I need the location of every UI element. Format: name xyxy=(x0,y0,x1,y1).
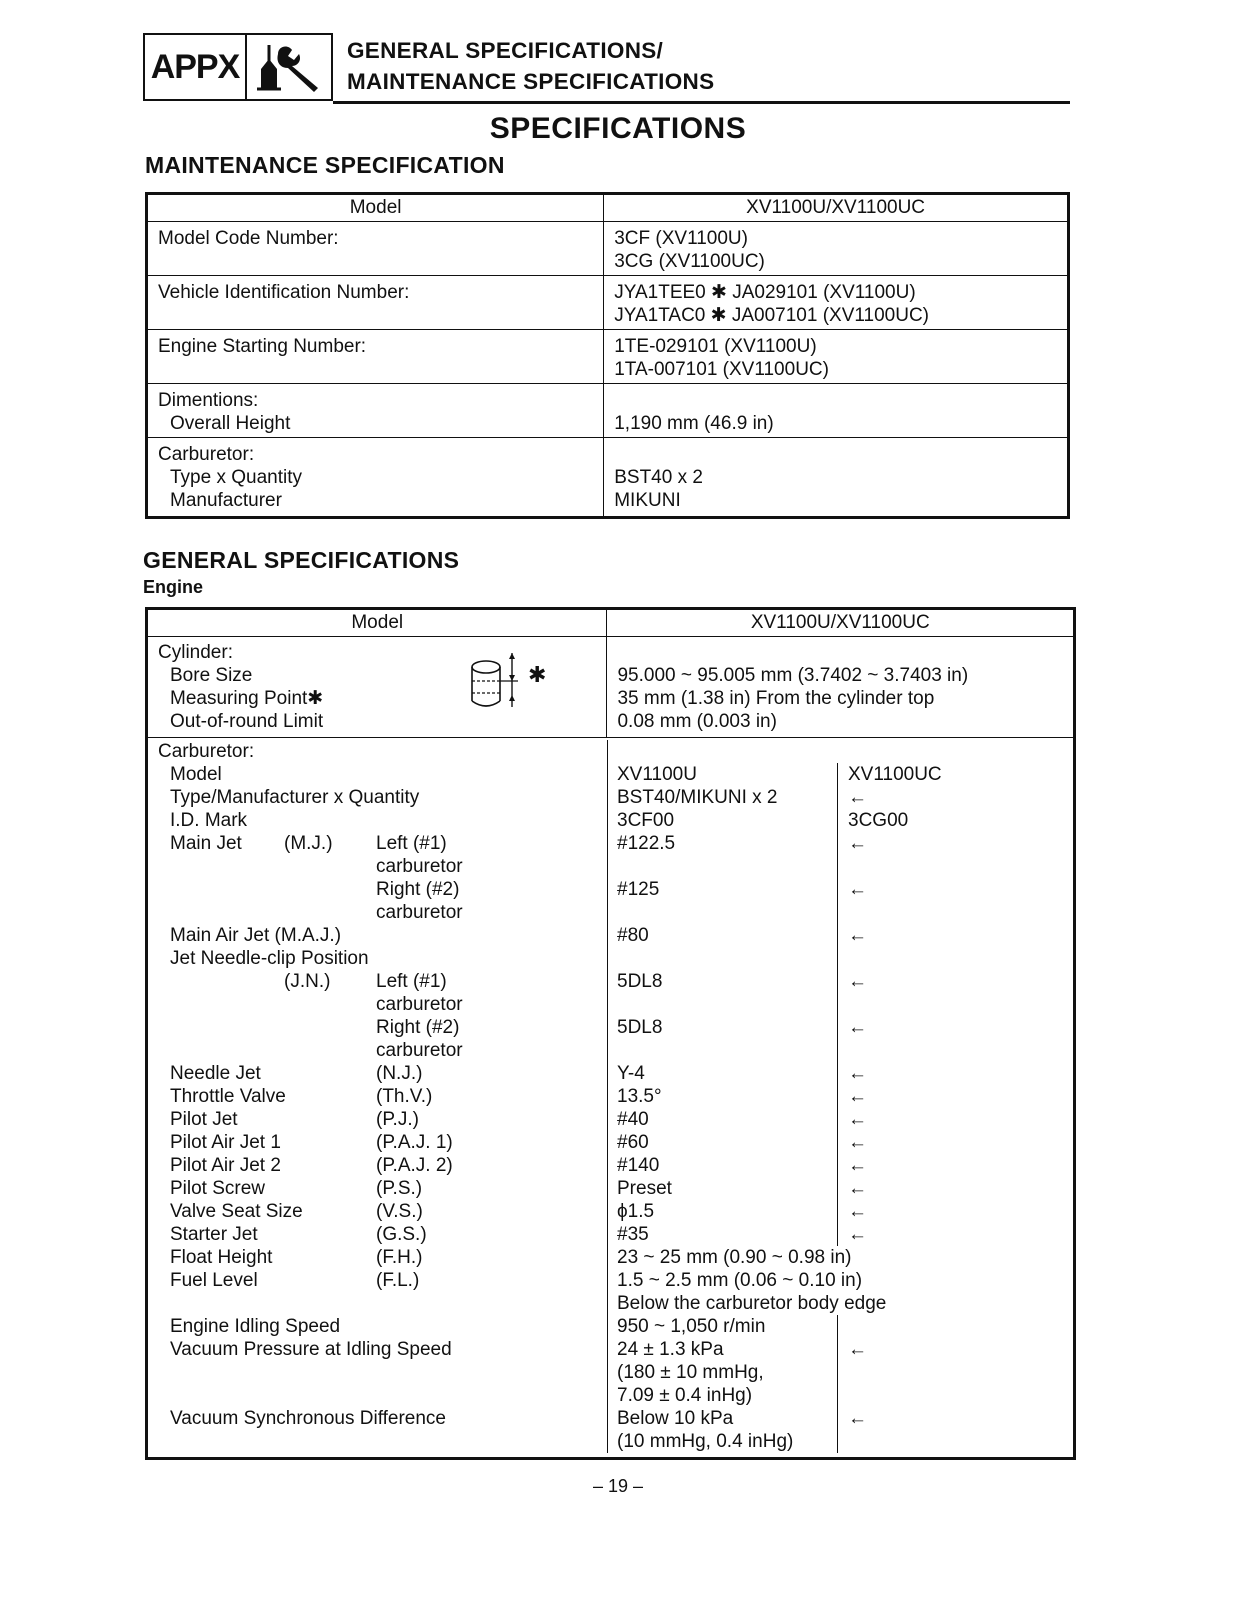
spec-value xyxy=(614,443,1057,466)
carb-sub-label: (P.A.J. 2) xyxy=(376,1155,453,1176)
carb-row xyxy=(148,809,1073,832)
table-row xyxy=(147,637,1075,738)
carb-sub-label: Left (#1) xyxy=(376,833,447,854)
carb-row xyxy=(148,1430,1073,1453)
carb-value-xv1100u: #60 xyxy=(617,1132,649,1153)
carb-value-xv1100u: #122.5 xyxy=(617,833,676,854)
general-table xyxy=(145,607,1076,1460)
spec-label: Carburetor: xyxy=(158,444,255,465)
spec-value: 3CG (XV1100UC) xyxy=(614,251,765,272)
carb-label: Throttle Valve xyxy=(170,1086,286,1107)
carb-value-xv1100u: #125 xyxy=(617,879,660,900)
carb-row xyxy=(148,1062,1073,1085)
spec-label: Overall Height xyxy=(170,413,291,434)
carb-label: Main Air Jet (M.A.J.) xyxy=(170,925,342,946)
carburetor-grid xyxy=(148,740,1073,1453)
engine-subtitle: Engine xyxy=(143,577,204,597)
carb-sub-label: (F.L.) xyxy=(376,1270,420,1291)
carb-value-xv1100u: ϕ1.5 xyxy=(617,1201,655,1222)
carb-row xyxy=(148,1269,1073,1292)
carb-sub-label: Right (#2) xyxy=(376,879,460,900)
carb-label: Vacuum Pressure at Idling Speed xyxy=(170,1339,452,1360)
spec-value: MIKUNI xyxy=(614,490,681,511)
spec-value: 3CF (XV1100U) xyxy=(614,228,748,249)
carb-value-xv1100u: 13.5° xyxy=(617,1086,662,1107)
carb-label: Valve Seat Size xyxy=(170,1201,303,1222)
carb-row xyxy=(148,1108,1073,1131)
carb-value-xv1100uc: ← xyxy=(848,1063,867,1084)
table-row xyxy=(147,330,1069,384)
spec-value: BST40 x 2 xyxy=(614,467,703,488)
carb-value-xv1100u: Below 10 kPa xyxy=(617,1408,734,1429)
table-row xyxy=(147,276,1069,330)
measuring-point-mark: ✱ xyxy=(528,662,547,687)
carb-row xyxy=(148,970,1073,993)
carb-value-xv1100uc: ← xyxy=(848,925,867,946)
table-row xyxy=(147,222,1069,276)
carb-row xyxy=(148,1407,1073,1430)
carb-value-xv1100u: 1.5 ~ 2.5 mm (0.06 ~ 0.10 in) xyxy=(617,1270,863,1291)
model-value-header: XV1100U/XV1100UC xyxy=(607,609,1075,637)
carb-row xyxy=(148,947,1073,970)
carb-sub-label: Right (#2) xyxy=(376,1017,460,1038)
carb-value-xv1100uc: ← xyxy=(848,833,867,854)
spec-label: Out-of-round Limit xyxy=(170,711,324,732)
carb-row xyxy=(148,763,1073,786)
carb-abbrev: (J.N.) xyxy=(284,971,331,992)
carb-sub-label: (N.J.) xyxy=(376,1063,423,1084)
carb-sub-label: (G.S.) xyxy=(376,1224,427,1245)
carb-label: Pilot Air Jet 1 xyxy=(170,1132,281,1153)
carb-sub-label: (V.S.) xyxy=(376,1201,423,1222)
carb-value-xv1100u: 24 ± 1.3 kPa xyxy=(617,1339,724,1360)
carb-value-xv1100uc: ← xyxy=(848,1086,867,1107)
model-value-header: XV1100U/XV1100UC xyxy=(604,194,1069,222)
carb-row xyxy=(148,740,1073,763)
carb-sub-label: (P.A.J. 1) xyxy=(376,1132,453,1153)
carb-label: Float Height xyxy=(170,1247,273,1268)
carb-label: I.D. Mark xyxy=(170,810,248,831)
carb-row xyxy=(148,1154,1073,1177)
carb-value-xv1100u: Below the carburetor body edge xyxy=(617,1293,887,1314)
wrench-icon xyxy=(272,42,328,94)
carb-label: Needle Jet xyxy=(170,1063,261,1084)
carb-value-xv1100u: 7.09 ± 0.4 inHg) xyxy=(617,1385,753,1406)
carb-label: Model xyxy=(170,764,222,785)
table-row xyxy=(147,384,1069,438)
carb-row xyxy=(148,1361,1073,1384)
header-rule xyxy=(333,101,1070,104)
table-row xyxy=(147,738,1075,1459)
spec-label: Cylinder: xyxy=(158,642,233,663)
carb-label: Jet Needle-clip Position xyxy=(170,948,369,969)
carb-sub-label: carburetor xyxy=(376,856,463,877)
spec-value xyxy=(614,389,1057,412)
carb-row xyxy=(148,1384,1073,1407)
spec-label: Dimentions: xyxy=(158,390,259,411)
carb-value-xv1100uc: ← xyxy=(848,1155,867,1176)
general-title: GENERAL SPECIFICATIONS xyxy=(143,547,460,573)
carb-label: Fuel Level xyxy=(170,1270,258,1291)
carb-value-xv1100uc: ← xyxy=(848,1109,867,1130)
carb-label: Starter Jet xyxy=(170,1224,258,1245)
model-header: Model xyxy=(147,194,604,222)
carb-value-xv1100u: #140 xyxy=(617,1155,660,1176)
carb-sub-label: carburetor xyxy=(376,1040,463,1061)
carb-value-xv1100uc: ← xyxy=(848,1017,867,1038)
carb-row xyxy=(148,786,1073,809)
carb-row xyxy=(148,1085,1073,1108)
maintenance-title: MAINTENANCE SPECIFICATION xyxy=(145,152,505,178)
table-header-row xyxy=(147,609,1075,637)
carb-row xyxy=(148,1177,1073,1200)
spec-value: 1TA-007101 (XV1100UC) xyxy=(614,359,829,380)
carb-row xyxy=(148,1315,1073,1338)
carb-value-xv1100u: 3CF00 xyxy=(617,810,675,831)
carb-value-xv1100uc: ← xyxy=(848,1408,867,1429)
spec-value: JYA1TEE0 ✱ JA029101 (XV1100U) xyxy=(614,282,916,303)
spec-value: 35 mm (1.38 in) From the cylinder top xyxy=(617,688,935,709)
carb-value-xv1100u: #35 xyxy=(617,1224,649,1245)
carb-row xyxy=(148,924,1073,947)
carb-value-xv1100u: Preset xyxy=(617,1178,672,1199)
carb-sub-label: (F.H.) xyxy=(376,1247,423,1268)
carb-row xyxy=(148,832,1073,855)
carb-row xyxy=(148,901,1073,924)
carb-abbrev: (M.J.) xyxy=(284,833,333,854)
carb-value-xv1100uc: ← xyxy=(848,1339,867,1360)
carb-value-xv1100uc: 3CG00 xyxy=(848,810,909,831)
spec-label: Measuring Point✱ xyxy=(170,688,324,709)
carb-value-xv1100u: BST40/MIKUNI x 2 xyxy=(617,787,778,808)
carb-value-xv1100u: 5DL8 xyxy=(617,1017,663,1038)
carb-value-xv1100uc: XV1100UC xyxy=(848,764,942,785)
carb-label: Vacuum Synchronous Difference xyxy=(170,1408,447,1429)
header-title-line2: MAINTENANCE SPECIFICATIONS xyxy=(347,69,715,94)
carb-value-xv1100uc: ← xyxy=(848,1224,867,1245)
spec-value: 1,190 mm (46.9 in) xyxy=(614,413,774,434)
spec-label: Engine Starting Number: xyxy=(158,336,367,357)
carb-value-xv1100u: #40 xyxy=(617,1109,649,1130)
maintenance-table xyxy=(145,192,1070,519)
carb-row xyxy=(148,1200,1073,1223)
carb-value-xv1100uc: ← xyxy=(848,1132,867,1153)
carb-value-xv1100u: 950 ~ 1,050 r/min xyxy=(617,1316,766,1337)
carb-value-xv1100u: 5DL8 xyxy=(617,971,663,992)
carb-sub-label: (P.J.) xyxy=(376,1109,419,1130)
spec-label: Model Code Number: xyxy=(158,228,339,249)
carb-value-xv1100u: Y-4 xyxy=(617,1063,645,1084)
page-title: SPECIFICATIONS xyxy=(489,112,747,145)
appx-label: APPX xyxy=(145,35,247,99)
header-title xyxy=(347,35,714,97)
table-row xyxy=(147,438,1069,518)
carb-row xyxy=(148,1039,1073,1062)
carb-row xyxy=(148,1223,1073,1246)
carb-sub-label: carburetor xyxy=(376,994,463,1015)
carb-sub-label: Left (#1) xyxy=(376,971,447,992)
carb-value-xv1100u: (10 mmHg, 0.4 inHg) xyxy=(617,1431,794,1452)
carb-label: Pilot Screw xyxy=(170,1178,266,1199)
carb-label: Main Jet xyxy=(170,833,242,854)
spec-value: 0.08 mm (0.003 in) xyxy=(617,711,777,732)
header-title-line1: GENERAL SPECIFICATIONS/ xyxy=(347,38,664,63)
carb-row xyxy=(148,1292,1073,1315)
carb-row xyxy=(148,1246,1073,1269)
carb-row xyxy=(148,878,1073,901)
spec-label: Bore Size xyxy=(170,665,253,686)
spec-label: Type x Quantity xyxy=(170,467,303,488)
carb-sub-label: (Th.V.) xyxy=(376,1086,433,1107)
carb-row xyxy=(148,1016,1073,1039)
carb-value-xv1100uc: ← xyxy=(848,787,867,808)
carb-row xyxy=(148,855,1073,878)
carb-row xyxy=(148,993,1073,1016)
carb-label: Carburetor: xyxy=(158,741,255,762)
carb-value-xv1100u: XV1100U xyxy=(617,764,697,785)
spec-value: 1TE-029101 (XV1100U) xyxy=(614,336,817,357)
carb-label: Pilot Jet xyxy=(170,1109,238,1130)
model-header: Model xyxy=(147,609,607,637)
carb-row xyxy=(148,1338,1073,1361)
carb-value-xv1100u: #80 xyxy=(617,925,649,946)
spec-value: JYA1TAC0 ✱ JA007101 (XV1100UC) xyxy=(614,305,930,326)
carb-value-xv1100uc: ← xyxy=(848,879,867,900)
carb-value-xv1100u: (180 ± 10 mmHg, xyxy=(617,1362,764,1383)
carb-sub-label: (P.S.) xyxy=(376,1178,423,1199)
carb-value-xv1100u: 23 ~ 25 mm (0.90 ~ 0.98 in) xyxy=(617,1247,852,1268)
carb-value-xv1100uc: ← xyxy=(848,1178,867,1199)
carb-sub-label: carburetor xyxy=(376,902,463,923)
carb-label: Pilot Air Jet 2 xyxy=(170,1155,281,1176)
table-header-row xyxy=(147,194,1069,222)
page-number: – 19 – xyxy=(592,1476,644,1496)
spec-label: Vehicle Identification Number: xyxy=(158,282,410,303)
carb-value-xv1100uc: ← xyxy=(848,1201,867,1222)
carb-label: Engine Idling Speed xyxy=(170,1316,341,1337)
carb-value-xv1100uc: ← xyxy=(848,971,867,992)
spec-label: Manufacturer xyxy=(170,490,282,511)
carb-label: Type/Manufacturer x Quantity xyxy=(170,787,420,808)
carb-row xyxy=(148,1131,1073,1154)
spec-value: 95.000 ~ 95.005 mm (3.7402 ~ 3.7403 in) xyxy=(617,665,969,686)
